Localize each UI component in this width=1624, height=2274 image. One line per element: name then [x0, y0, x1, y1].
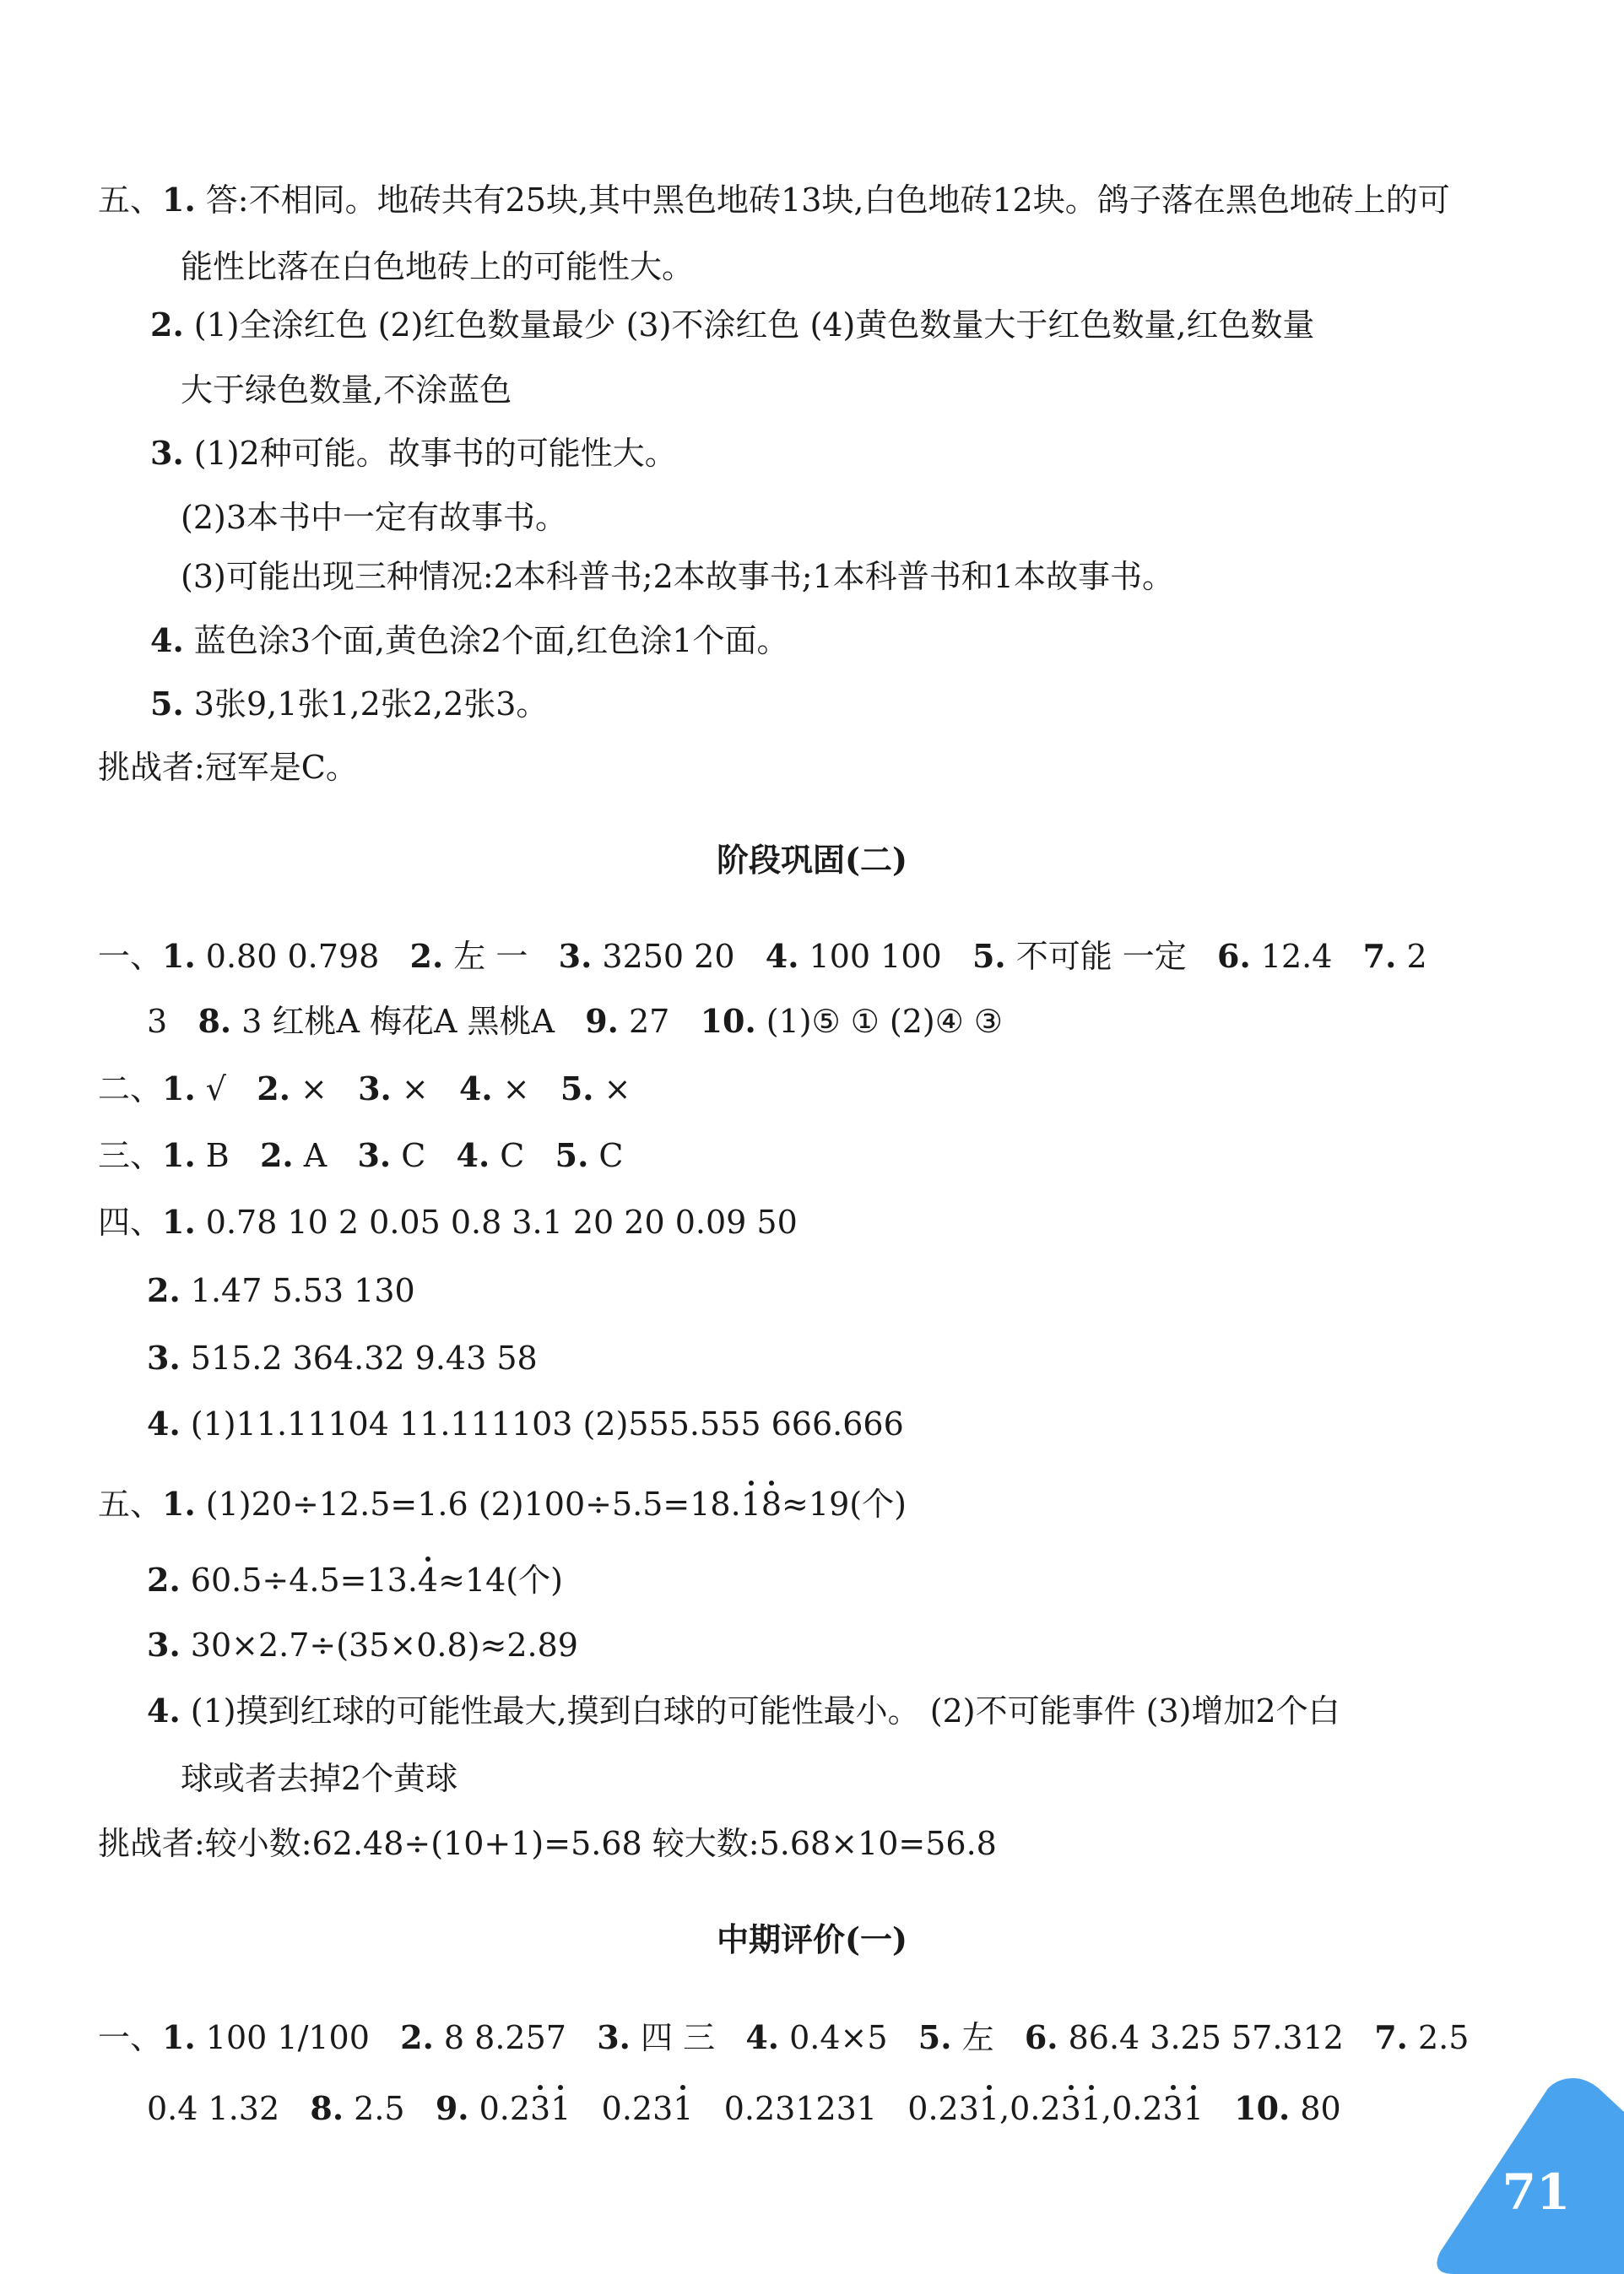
answer-line [98, 1136, 624, 1174]
question-number: 8. [198, 1002, 232, 1040]
answer-text: A [303, 1137, 328, 1174]
question-number: 5. [150, 685, 184, 723]
answer-line [147, 1626, 578, 1664]
question-number: 3. [558, 937, 593, 975]
repeating-digit: 8 [761, 1486, 782, 1523]
question-number: 3. [358, 1069, 392, 1107]
answer-line [98, 1203, 798, 1241]
answer-text: 0.80 0.798 [205, 938, 380, 975]
answer-text: 不可能 一定 [1015, 938, 1187, 975]
question-number: 5. [918, 2018, 952, 2056]
answer-text: (1)全涂红色 (2)红色数量最少 (3)不涂红色 (4)黄色数量大于红色数量,红色数量 [193, 306, 1315, 344]
repeating-digit: 1 [740, 1486, 761, 1523]
answer-line [98, 1069, 631, 1107]
question-number: 3. [147, 1339, 181, 1377]
repeating-digit: 1 [550, 2090, 571, 2127]
question-number: 2. [257, 1069, 290, 1107]
answer-line [150, 434, 677, 472]
answer-line [147, 1405, 904, 1443]
section-label: 五、 [98, 181, 163, 219]
answer-line: 能性比落在白色地砖上的可能性大。 [181, 248, 695, 285]
section-label: 三、 [98, 1137, 163, 1174]
question-number: 2. [259, 1136, 294, 1174]
question-number: 2. [150, 306, 184, 344]
question-number: 1. [162, 937, 196, 975]
question-number: 4. [745, 2018, 779, 2056]
question-number: 5. [555, 1136, 589, 1174]
section-label: 一、 [98, 2019, 163, 2056]
answer-text: × [604, 1070, 631, 1107]
question-number: 1. [162, 1069, 196, 1107]
question-number: 4. [458, 1069, 493, 1107]
answer-text: 2 [1406, 938, 1427, 975]
answer-line [98, 1485, 907, 1523]
question-number: 3. [357, 1136, 392, 1174]
answer-text: 100 100 [809, 938, 942, 975]
answer-text: (1)11.11104 11.111103 (2)555.555 666.666 [190, 1405, 904, 1443]
repeating-digit: 1 [1183, 2090, 1204, 2127]
question-number: 5. [560, 1069, 594, 1107]
question-number: 3. [597, 2018, 631, 2056]
answer-line [147, 1692, 1340, 1730]
repeating-digit: 3 [1060, 2090, 1081, 2127]
section-label: 四、 [98, 1204, 163, 1241]
answer-line [147, 2089, 1341, 2127]
answer-text: × [300, 1070, 328, 1107]
repeating-digit: 1 [978, 2090, 1000, 2127]
section-heading: 阶段巩固(二) [717, 841, 907, 879]
question-number: 9. [435, 2089, 469, 2127]
answer-text: 3 [147, 1003, 168, 1040]
answer-text: 0.78 10 2 0.05 0.8 3.1 20 20 0.09 50 [205, 1204, 798, 1241]
answer-text: 80 [1300, 2090, 1341, 2127]
answer-line [150, 621, 789, 659]
answer-text: × [401, 1070, 429, 1107]
answer-text: 0.4 1.32 [147, 2090, 280, 2127]
answer-line: (2)3本书中一定有故事书。 [181, 499, 568, 536]
answer-text: (1)⑤ ① (2)④ ③ [766, 1003, 1003, 1040]
question-number: 4. [147, 1692, 181, 1730]
answer-text: (1)2种可能。故事书的可能性大。 [193, 435, 677, 472]
question-number: 5. [972, 937, 1006, 975]
answer-line: 大于绿色数量,不涂蓝色 [181, 371, 512, 409]
answer-line [147, 1271, 415, 1309]
question-number: 4. [150, 621, 184, 659]
section-heading: 中期评价(一) [717, 1920, 907, 1958]
section-label: 二、 [98, 1070, 163, 1107]
question-number: 10. [700, 1002, 756, 1040]
question-number: 7. [1374, 2018, 1408, 2056]
question-number: 1. [162, 181, 196, 219]
answer-text: 0.2 [479, 2090, 531, 2127]
repeating-digit: 3 [1162, 2090, 1183, 2127]
question-number: 1. [162, 1485, 196, 1523]
separator: , [1101, 2090, 1112, 2127]
repeating-digit: 3 [530, 2090, 551, 2127]
question-number: 3. [147, 1626, 181, 1664]
answer-text: 3250 20 [602, 938, 735, 975]
answer-text: 3 红桃A 梅花A 黑桃A [241, 1003, 555, 1040]
answer-text: 8 8.257 [443, 2019, 566, 2056]
answer-text: 蓝色涂3个面,黄色涂2个面,红色涂1个面。 [193, 622, 789, 659]
section-label: 五、 [98, 1486, 163, 1523]
question-number: 8. [310, 2089, 344, 2127]
answer-text: B [205, 1137, 230, 1174]
repeating-digit: 4 [417, 1562, 439, 1599]
question-number: 2. [147, 1561, 181, 1599]
answer-text: 0.4×5 [789, 2019, 888, 2056]
answer-text: 0.2 [1010, 2090, 1061, 2127]
answer-line: 球或者去掉2个黄球 [181, 1760, 458, 1797]
answer-text: 12.4 [1260, 938, 1333, 975]
answer-text: ≈19(个) [782, 1486, 907, 1523]
question-number: 1. [162, 1136, 196, 1174]
answer-line: (3)可能出现三种情况:2本科普书;2本故事书;1本科普书和1本故事书。 [181, 558, 1174, 595]
section-label: 一、 [98, 938, 163, 975]
answer-text: 1.47 5.53 130 [190, 1272, 415, 1309]
answer-text: 0.231231 [723, 2090, 878, 2127]
answer-text: 答:不相同。地砖共有25块,其中黑色地砖13块,白色地砖12块。鸽子落在黑色地砖上的可 [205, 181, 1450, 219]
answer-text: 60.5÷4.5=13. [190, 1562, 418, 1599]
answer-text: C [401, 1137, 426, 1174]
question-number: 4. [456, 1136, 490, 1174]
answer-text: 3张9,1张1,2张2,2张3。 [193, 685, 549, 723]
answer-text: 0.2 [1112, 2090, 1163, 2127]
answer-text: 四 三 [640, 2019, 716, 2056]
repeating-digit: 1 [1080, 2090, 1102, 2127]
question-number: 3. [150, 434, 184, 472]
answer-text: 左 一 [453, 938, 528, 975]
answer-text: ≈14(个) [438, 1562, 563, 1599]
answer-text: 2.5 [354, 2090, 405, 2127]
answer-line [147, 1339, 538, 1377]
answer-line [147, 1561, 563, 1599]
question-number: 7. [1362, 937, 1397, 975]
question-number: 10. [1234, 2089, 1291, 2127]
page-number: 71 [1502, 2163, 1571, 2221]
answer-line [98, 181, 1450, 219]
answer-text: 30×2.7÷(35×0.8)≈2.89 [190, 1627, 578, 1664]
challenge-line: 挑战者:较小数:62.48÷(10+1)=5.68 较大数:5.68×10=56.8 [98, 1825, 997, 1862]
question-number: 2. [400, 2018, 434, 2056]
answer-text: 0.23 [907, 2090, 979, 2127]
question-number: 2. [409, 937, 444, 975]
answer-text: 100 1/100 [205, 2019, 370, 2056]
question-number: 1. [162, 2018, 196, 2056]
answer-line [98, 2018, 1470, 2056]
answer-text: 27 [628, 1003, 670, 1040]
answer-line [98, 937, 1427, 975]
answer-text: (1)摸到红球的可能性最大,摸到白球的可能性最小。 (2)不可能事件 (3)增加2个白 [190, 1692, 1340, 1730]
question-number: 9. [585, 1002, 619, 1040]
question-number: 4. [765, 937, 799, 975]
question-number: 2. [147, 1271, 181, 1309]
answer-text: 515.2 364.32 9.43 58 [190, 1340, 538, 1377]
answer-text: 0.23 [601, 2090, 674, 2127]
answer-line [150, 685, 549, 723]
answer-text: C [500, 1137, 525, 1174]
answer-text: × [502, 1070, 530, 1107]
answer-line [150, 306, 1315, 344]
question-number: 6. [1217, 937, 1251, 975]
answer-text: C [598, 1137, 624, 1174]
answer-text: √ [205, 1070, 226, 1107]
answer-text: 86.4 3.25 57.312 [1068, 2019, 1344, 2056]
question-number: 1. [162, 1203, 196, 1241]
separator: , [999, 2090, 1010, 2127]
answer-text: (1)20÷12.5=1.6 (2)100÷5.5=18. [205, 1486, 741, 1523]
answer-line [147, 1002, 1003, 1040]
question-number: 6. [1024, 2018, 1058, 2056]
repeating-digit: 1 [673, 2090, 694, 2127]
answer-text: 左 [961, 2019, 994, 2056]
challenge-line: 挑战者:冠军是C。 [98, 749, 358, 786]
question-number: 4. [147, 1405, 181, 1443]
answer-text: 2.5 [1417, 2019, 1470, 2056]
